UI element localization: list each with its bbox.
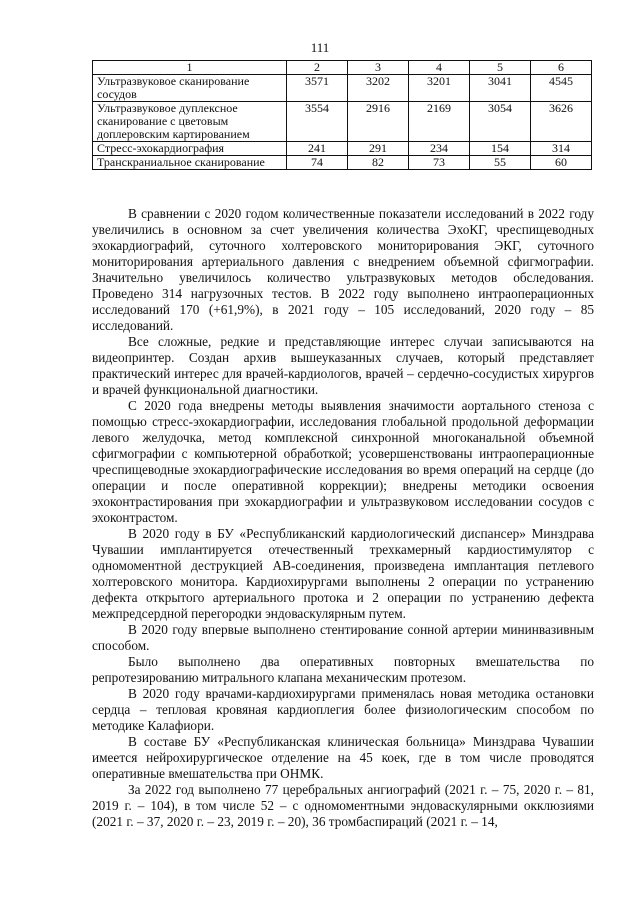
paragraph: Все сложные, редкие и представляющие интерес случаи записываются на видеопринтер. Создан архив вышеуказанных случаев, который представляет практический интерес для врачей-кардиологов, врачей – сердечно-сосудистых хирургов и врачей функциональной диагностики. — [92, 334, 594, 397]
page-number: 111 — [310, 40, 330, 55]
table-cell: 291 — [348, 142, 409, 156]
table-cell: 3202 — [348, 75, 409, 102]
table-cell: 3554 — [287, 102, 348, 142]
paragraph: Было выполнено два оперативных повторных вмешательства по репротезированию митрального клапана механическим протезом. — [92, 654, 594, 685]
paragraph: В 2020 году в БУ «Республиканский кардиологический диспансер» Минздрава Чувашии имплантируется отечественный трехкамерный кардиостимулятор с одномоментной деструкцией АВ-соединения, произведена имплантация петлевого холтеровского монитора. Кардиохирургами выполнены 2 операции по устранению дефекта открытого артериального протока и 2 операции по устранению дефекта межпредсердной перегородки эндоваскулярным путем. — [92, 526, 594, 621]
table-row-label: Ультразвуковое дуплексное сканирование с цветовым доплеровским картированием — [93, 102, 287, 142]
table-header-cell: 3 — [348, 61, 409, 75]
table-cell: 3571 — [287, 75, 348, 102]
table-cell: 82 — [348, 156, 409, 170]
paragraph: За 2022 год выполнено 77 церебральных ангиографий (2021 г. – 75, 2020 г. – 81, 2019 г. – 104), в том числе 52 – с одномоментными эндоваскулярными окклюзиями (2021 г. – 37, 2020 г. – 23, 2019 г. – 20), 36 тромбаспираций (2021 г. – 14, — [92, 782, 594, 829]
paragraph: В сравнении с 2020 годом количественные показатели исследований в 2022 году увеличились в основном за счет увеличения количества ЭхоКГ, чреспищеводных эхокардиографий, суточного холтеровского мониторирования ЭКГ, суточного мониторирования артериального давления с внедрением объемной сфигмографии. Значительно увеличилось количество ультразвуковых методов обследования. Проведено 314 нагрузочных тестов. В 2022 году выполнено интраоперационных исследований 170 (+61,9%), в 2021 году – 105 исследований, 2020 году – 85 исследований. — [92, 206, 594, 333]
table-row-label: Стресс-эхокардиография — [93, 142, 287, 156]
table-header-cell: 2 — [287, 61, 348, 75]
table-row — [93, 75, 592, 102]
paragraph: В 2020 году врачами-кардиохирургами применялась новая методика остановки сердца – тепловая кровяная кардиоплегия более физиологическим способом по методике Калафиори. — [92, 686, 594, 733]
table-cell: 154 — [470, 142, 531, 156]
table-cell: 74 — [287, 156, 348, 170]
table-header-cell: 6 — [531, 61, 592, 75]
table-row — [93, 142, 592, 156]
table-cell: 3041 — [470, 75, 531, 102]
table-cell: 234 — [409, 142, 470, 156]
statistics-table — [92, 60, 592, 170]
table-cell: 55 — [470, 156, 531, 170]
table-cell: 2916 — [348, 102, 409, 142]
table-row — [93, 156, 592, 170]
table-cell: 241 — [287, 142, 348, 156]
paragraph: В 2020 году впервые выполнено стентирование сонной артерии мининвазивным способом. — [92, 622, 594, 653]
table-cell: 60 — [531, 156, 592, 170]
table-header-row — [93, 61, 592, 75]
table-cell: 73 — [409, 156, 470, 170]
table-row-label: Транскраниальное сканирование — [93, 156, 287, 170]
table-cell: 2169 — [409, 102, 470, 142]
table-row — [93, 102, 592, 142]
table-cell: 314 — [531, 142, 592, 156]
table-cell: 3201 — [409, 75, 470, 102]
table-header-cell: 5 — [470, 61, 531, 75]
table-cell: 3054 — [470, 102, 531, 142]
table-header-cell: 1 — [93, 61, 287, 75]
paragraph: С 2020 года внедрены методы выявления значимости аортального стеноза с помощью стресс-эхокардиографии, исследования глобальной продольной деформации левого желудочка, метод комплексной синхронной многоканальной объемной сфигмографии с компьютерной обработкой; усовершенствованы интраоперационные чреспищеводные эхокардиографические исследования во время операций на сердце (до операции и после оперативной коррекции); внедрены методики освоения эхоконтрастирования при эхокардиографии и ультразвуковом исследовании сосудов с эхоконтрастом. — [92, 398, 594, 525]
body-text — [92, 206, 594, 830]
table-header-cell: 4 — [409, 61, 470, 75]
paragraph: В составе БУ «Республиканская клиническая больница» Минздрава Чувашии имеется нейрохирургическое отделение на 45 коек, где в том числе проводятся оперативные вмешательства при ОНМК. — [92, 734, 594, 781]
table-row-label: Ультразвуковое сканирование сосудов — [93, 75, 287, 102]
table-cell: 4545 — [531, 75, 592, 102]
table-cell: 3626 — [531, 102, 592, 142]
